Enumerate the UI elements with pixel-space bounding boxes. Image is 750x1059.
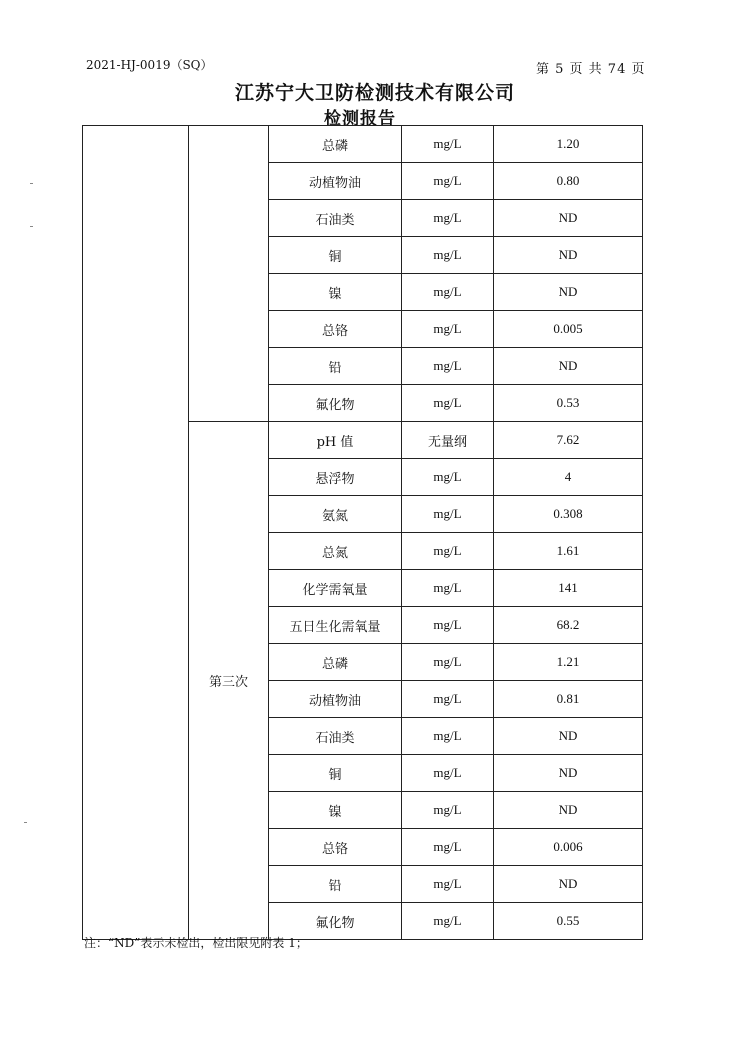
value-cell: ND (494, 718, 643, 755)
group-cell (189, 126, 269, 422)
unit-cell: mg/L (402, 607, 494, 644)
value-cell: 0.55 (494, 903, 643, 940)
unit-cell: mg/L (402, 348, 494, 385)
item-cell: 总铬 (269, 829, 402, 866)
item-cell: 氟化物 (269, 385, 402, 422)
item-cell: pH 值 (269, 422, 402, 459)
unit-cell: mg/L (402, 459, 494, 496)
scan-speck (30, 226, 33, 227)
unit-cell: mg/L (402, 866, 494, 903)
report-title: 检测报告 (324, 109, 396, 129)
unit-cell: mg/L (402, 718, 494, 755)
value-cell: ND (494, 866, 643, 903)
unit-cell: mg/L (402, 274, 494, 311)
unit-cell: mg/L (402, 644, 494, 681)
value-cell: ND (494, 348, 643, 385)
item-cell: 铅 (269, 866, 402, 903)
group-label-third: 第三次 (189, 422, 269, 940)
value-cell: ND (494, 274, 643, 311)
item-cell: 石油类 (269, 718, 402, 755)
value-cell: 0.308 (494, 496, 643, 533)
item-cell: 氨氮 (269, 496, 402, 533)
value-cell: 0.005 (494, 311, 643, 348)
value-cell: 0.006 (494, 829, 643, 866)
doc-code: 2021-HJ-0019（SQ） (86, 58, 213, 72)
unit-cell: mg/L (402, 533, 494, 570)
item-cell: 总氮 (269, 533, 402, 570)
unit-cell: mg/L (402, 163, 494, 200)
item-cell: 氟化物 (269, 903, 402, 940)
unit-cell: mg/L (402, 829, 494, 866)
value-cell: 4 (494, 459, 643, 496)
table-row (83, 126, 643, 163)
item-cell: 化学需氧量 (269, 570, 402, 607)
unit-cell: mg/L (402, 496, 494, 533)
value-cell: 0.81 (494, 681, 643, 718)
item-cell: 石油类 (269, 200, 402, 237)
item-cell: 五日生化需氧量 (269, 607, 402, 644)
unit-cell: mg/L (402, 570, 494, 607)
value-cell: 68.2 (494, 607, 643, 644)
scan-speck (24, 822, 27, 823)
item-cell: 镍 (269, 274, 402, 311)
value-cell: 7.62 (494, 422, 643, 459)
unit-cell: mg/L (402, 755, 494, 792)
value-cell: 0.80 (494, 163, 643, 200)
unit-cell: 无量纲 (402, 422, 494, 459)
unit-cell: mg/L (402, 237, 494, 274)
value-cell: ND (494, 755, 643, 792)
item-cell: 悬浮物 (269, 459, 402, 496)
unit-cell: mg/L (402, 200, 494, 237)
footnote: 注：“ND”表示未检出，检出限见附表 1； (84, 936, 308, 950)
value-cell: 0.53 (494, 385, 643, 422)
unit-cell: mg/L (402, 126, 494, 163)
unit-cell: mg/L (402, 681, 494, 718)
page-info: 第 5 页 共 74 页 (536, 62, 646, 77)
value-cell: 1.20 (494, 126, 643, 163)
item-cell: 动植物油 (269, 163, 402, 200)
company-name: 江苏宁大卫防检测技术有限公司 (234, 82, 515, 104)
value-cell: 1.21 (494, 644, 643, 681)
value-cell: ND (494, 792, 643, 829)
item-cell: 铜 (269, 237, 402, 274)
sample-cell (83, 126, 189, 940)
item-cell: 总铬 (269, 311, 402, 348)
unit-cell: mg/L (402, 385, 494, 422)
item-cell: 镍 (269, 792, 402, 829)
unit-cell: mg/L (402, 903, 494, 940)
value-cell: ND (494, 200, 643, 237)
item-cell: 铜 (269, 755, 402, 792)
item-cell: 铅 (269, 348, 402, 385)
item-cell: 动植物油 (269, 681, 402, 718)
value-cell: 1.61 (494, 533, 643, 570)
scan-speck (30, 183, 33, 184)
item-cell: 总磷 (269, 644, 402, 681)
unit-cell: mg/L (402, 311, 494, 348)
value-cell: ND (494, 237, 643, 274)
item-cell: 总磷 (269, 126, 402, 163)
value-cell: 141 (494, 570, 643, 607)
unit-cell: mg/L (402, 792, 494, 829)
results-table (82, 125, 643, 940)
